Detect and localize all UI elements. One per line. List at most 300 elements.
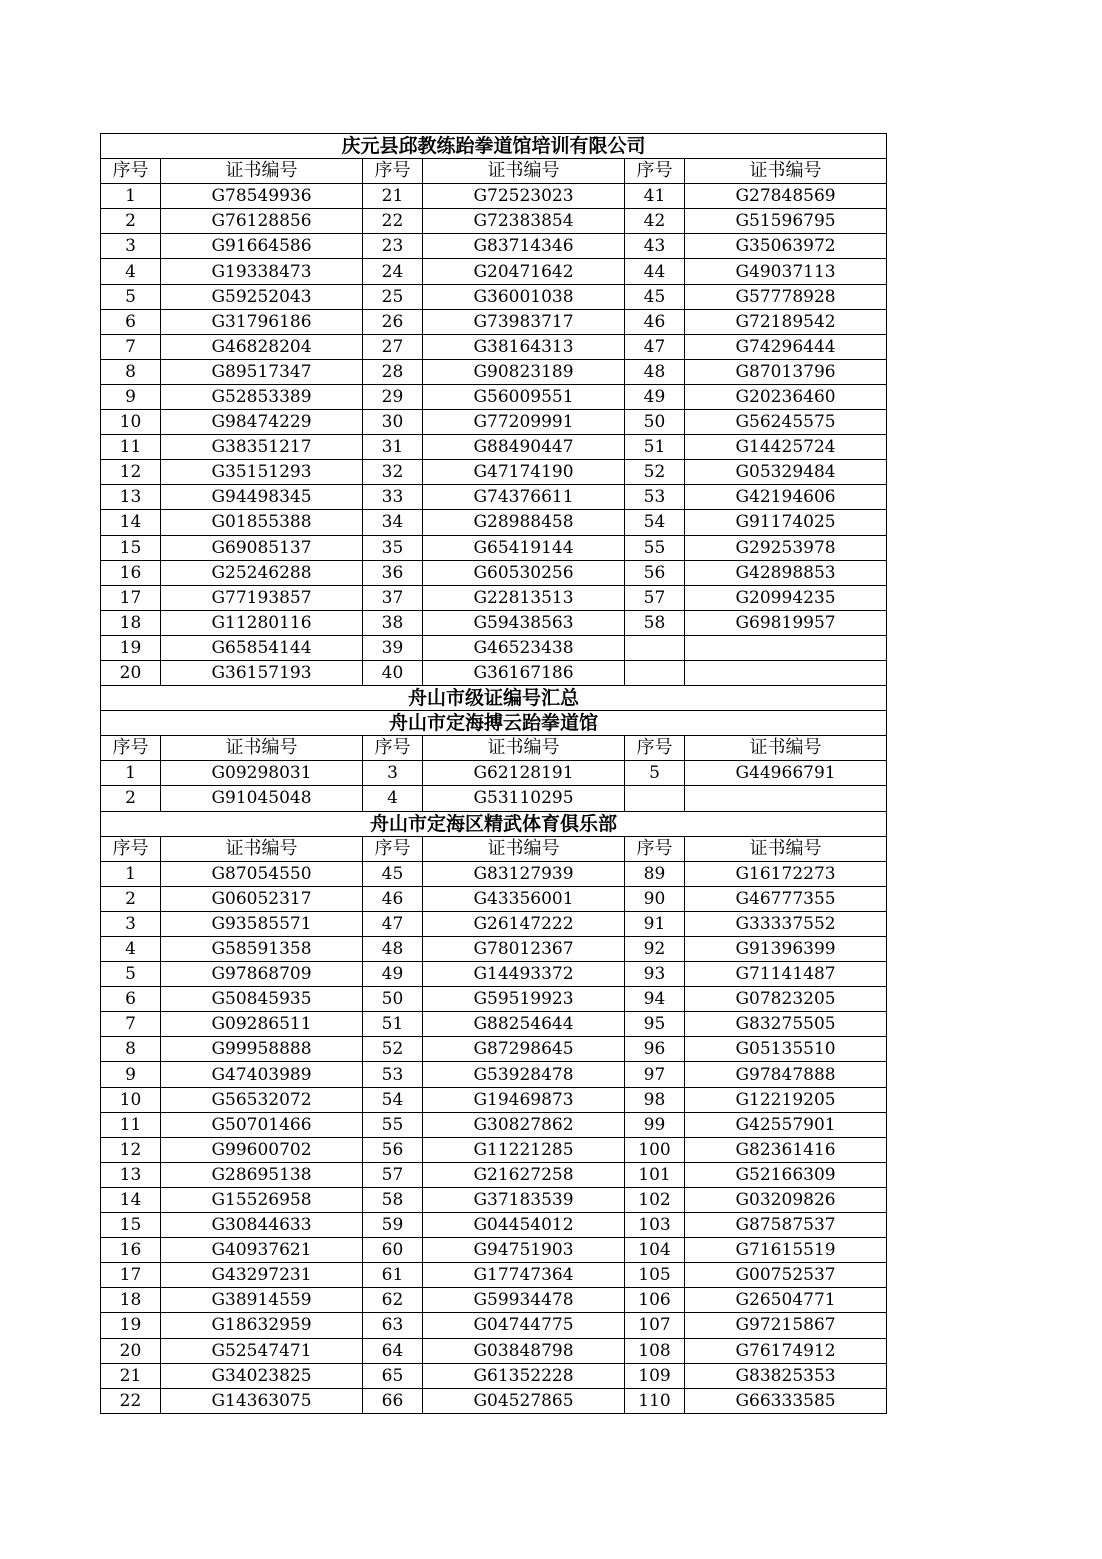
cert-number-cell: G20994235: [685, 585, 887, 610]
seq-cell: 106: [625, 1288, 685, 1313]
seq-cell: 48: [363, 937, 423, 962]
seq-cell: 56: [625, 560, 685, 585]
cert-number-cell: G50701466: [161, 1112, 363, 1137]
cert-number-cell: G93585571: [161, 911, 363, 936]
table-row: [101, 384, 887, 409]
seq-cell: 54: [363, 1087, 423, 1112]
seq-cell: 45: [625, 284, 685, 309]
seq-cell: 4: [363, 786, 423, 811]
cert-number-cell: G72383854: [423, 209, 625, 234]
cert-number-cell: G35063972: [685, 234, 887, 259]
table-row: [101, 460, 887, 485]
table-row: [101, 1037, 887, 1062]
cert-number-cell: G97215867: [685, 1313, 887, 1338]
seq-cell: 7: [101, 334, 161, 359]
cert-number-cell: G28695138: [161, 1162, 363, 1187]
cert-number-cell: G78012367: [423, 937, 625, 962]
cert-number-cell: G69085137: [161, 535, 363, 560]
seq-cell: 103: [625, 1213, 685, 1238]
cert-header: 证书编号: [685, 159, 887, 184]
table-row: [101, 1137, 887, 1162]
seq-cell: 50: [363, 987, 423, 1012]
cert-number-cell: G59252043: [161, 284, 363, 309]
seq-cell: 12: [101, 1137, 161, 1162]
table-row: [101, 786, 887, 811]
section-title: 庆元县邱教练跆拳道馆培训有限公司: [101, 134, 887, 159]
seq-cell: 98: [625, 1087, 685, 1112]
table-row: [101, 585, 887, 610]
section-title-row: [101, 811, 887, 836]
seq-cell: 4: [101, 937, 161, 962]
cert-number-cell: G47174190: [423, 460, 625, 485]
seq-cell: 56: [363, 1137, 423, 1162]
seq-cell: 36: [363, 560, 423, 585]
cert-number-cell: G03209826: [685, 1187, 887, 1212]
seq-cell: 61: [363, 1263, 423, 1288]
seq-cell: 49: [363, 962, 423, 987]
seq-cell: 14: [101, 510, 161, 535]
seq-cell: 57: [363, 1162, 423, 1187]
cert-number-cell: G60530256: [423, 560, 625, 585]
table-row: [101, 234, 887, 259]
seq-cell: 5: [625, 761, 685, 786]
seq-cell: 55: [625, 535, 685, 560]
cert-number-cell: G36167186: [423, 660, 625, 685]
cert-number-cell: G30844633: [161, 1213, 363, 1238]
cert-number-cell: G83825353: [685, 1363, 887, 1388]
cert-number-cell: G71615519: [685, 1238, 887, 1263]
cert-header: 证书编号: [423, 736, 625, 761]
seq-cell: 10: [101, 1087, 161, 1112]
seq-cell: 18: [101, 610, 161, 635]
table-row: [101, 1388, 887, 1413]
seq-header: 序号: [101, 736, 161, 761]
cert-number-cell: G12219205: [685, 1087, 887, 1112]
seq-cell: 8: [101, 359, 161, 384]
cert-number-cell: G05329484: [685, 460, 887, 485]
cert-number-cell: G52853389: [161, 384, 363, 409]
seq-cell: 21: [363, 184, 423, 209]
seq-cell: 100: [625, 1137, 685, 1162]
seq-cell: 42: [625, 209, 685, 234]
table-row: [101, 937, 887, 962]
seq-cell: 105: [625, 1263, 685, 1288]
cert-number-cell: G21627258: [423, 1162, 625, 1187]
cert-number-cell: G46828204: [161, 334, 363, 359]
cert-number-cell: G40937621: [161, 1238, 363, 1263]
cert-number-cell: G43356001: [423, 886, 625, 911]
cert-number-cell: G87298645: [423, 1037, 625, 1062]
table-row: [101, 334, 887, 359]
seq-cell: 11: [101, 435, 161, 460]
cert-number-cell: G34023825: [161, 1363, 363, 1388]
cert-number-cell: G47403989: [161, 1062, 363, 1087]
seq-cell: 39: [363, 635, 423, 660]
cert-number-cell: G37183539: [423, 1187, 625, 1212]
cert-number-cell: G49037113: [685, 259, 887, 284]
cert-number-cell: G66333585: [685, 1388, 887, 1413]
cert-number-cell: G99600702: [161, 1137, 363, 1162]
cert-number-cell: G09298031: [161, 761, 363, 786]
cert-number-cell: G36157193: [161, 660, 363, 685]
cert-number-cell: G44966791: [685, 761, 887, 786]
cert-number-cell: G46777355: [685, 886, 887, 911]
cert-number-cell: G69819957: [685, 610, 887, 635]
seq-cell: 40: [363, 660, 423, 685]
cert-number-cell: G87054550: [161, 861, 363, 886]
seq-cell: 2: [101, 209, 161, 234]
seq-cell: 32: [363, 460, 423, 485]
table-row: [101, 1288, 887, 1313]
seq-cell: 13: [101, 1162, 161, 1187]
table-row: [101, 1112, 887, 1137]
seq-cell: 90: [625, 886, 685, 911]
cert-number-cell: G04454012: [423, 1213, 625, 1238]
seq-cell: 51: [625, 435, 685, 460]
seq-cell: 43: [625, 234, 685, 259]
seq-cell: 30: [363, 410, 423, 435]
table-row: [101, 410, 887, 435]
summary-title-row: [101, 686, 887, 711]
cert-number-cell: G76128856: [161, 209, 363, 234]
table-row: [101, 284, 887, 309]
seq-cell: 17: [101, 1263, 161, 1288]
seq-cell: 34: [363, 510, 423, 535]
seq-cell: 19: [101, 635, 161, 660]
cert-number-cell: G36001038: [423, 284, 625, 309]
cert-number-cell: G16172273: [685, 861, 887, 886]
seq-header: 序号: [363, 159, 423, 184]
seq-cell: 52: [625, 460, 685, 485]
cert-number-cell: G19469873: [423, 1087, 625, 1112]
table-row: [101, 1187, 887, 1212]
table-row: [101, 184, 887, 209]
seq-cell: 3: [363, 761, 423, 786]
cert-number-cell: G88254644: [423, 1012, 625, 1037]
cert-number-cell: G61352228: [423, 1363, 625, 1388]
seq-cell: 9: [101, 384, 161, 409]
seq-cell: 59: [363, 1213, 423, 1238]
cert-number-cell: G38914559: [161, 1288, 363, 1313]
seq-cell: 1: [101, 761, 161, 786]
seq-cell: 2: [101, 886, 161, 911]
cert-number-cell: G82361416: [685, 1137, 887, 1162]
seq-cell: 99: [625, 1112, 685, 1137]
cert-number-cell: G57778928: [685, 284, 887, 309]
table-row: [101, 359, 887, 384]
cert-number-cell: G83275505: [685, 1012, 887, 1037]
seq-header: 序号: [625, 736, 685, 761]
seq-header: 序号: [101, 159, 161, 184]
seq-cell: 101: [625, 1162, 685, 1187]
seq-cell: 66: [363, 1388, 423, 1413]
cert-number-cell: G38351217: [161, 435, 363, 460]
seq-cell: 44: [625, 259, 685, 284]
cert-number-cell: G72523023: [423, 184, 625, 209]
seq-cell: 13: [101, 485, 161, 510]
cert-number-cell: [685, 635, 887, 660]
seq-cell: 24: [363, 259, 423, 284]
seq-cell: 41: [625, 184, 685, 209]
cert-number-cell: G65854144: [161, 635, 363, 660]
cert-number-cell: G62128191: [423, 761, 625, 786]
cert-number-cell: G88490447: [423, 435, 625, 460]
cert-number-cell: G14425724: [685, 435, 887, 460]
cert-number-cell: G14493372: [423, 962, 625, 987]
seq-cell: 12: [101, 460, 161, 485]
seq-cell: 33: [363, 485, 423, 510]
seq-cell: 46: [625, 309, 685, 334]
table-row: [101, 1012, 887, 1037]
table-row: [101, 1162, 887, 1187]
cert-number-cell: G19338473: [161, 259, 363, 284]
seq-cell: 3: [101, 234, 161, 259]
seq-cell: 92: [625, 937, 685, 962]
seq-cell: 51: [363, 1012, 423, 1037]
cert-header: 证书编号: [161, 736, 363, 761]
table-row: [101, 259, 887, 284]
seq-cell: 107: [625, 1313, 685, 1338]
cert-number-cell: [685, 660, 887, 685]
cert-number-cell: G38164313: [423, 334, 625, 359]
cert-number-cell: G17747364: [423, 1263, 625, 1288]
table-row: [101, 635, 887, 660]
cert-number-cell: G94498345: [161, 485, 363, 510]
cert-number-cell: G87587537: [685, 1213, 887, 1238]
cert-number-cell: G52166309: [685, 1162, 887, 1187]
table-row: [101, 761, 887, 786]
seq-cell: 53: [363, 1062, 423, 1087]
seq-cell: 48: [625, 359, 685, 384]
table-row: [101, 1338, 887, 1363]
table-row: [101, 1087, 887, 1112]
cert-number-cell: G43297231: [161, 1263, 363, 1288]
seq-cell: 20: [101, 1338, 161, 1363]
seq-cell: 109: [625, 1363, 685, 1388]
cert-number-cell: G31796186: [161, 309, 363, 334]
table-row: [101, 485, 887, 510]
seq-cell: 58: [363, 1187, 423, 1212]
seq-cell: 5: [101, 284, 161, 309]
cert-number-cell: G30827862: [423, 1112, 625, 1137]
cert-number-cell: G42557901: [685, 1112, 887, 1137]
cert-number-cell: G72189542: [685, 309, 887, 334]
table-row: [101, 1062, 887, 1087]
table-row: [101, 1263, 887, 1288]
seq-cell: 52: [363, 1037, 423, 1062]
cert-header: 证书编号: [161, 836, 363, 861]
cert-number-cell: G91045048: [161, 786, 363, 811]
seq-cell: 96: [625, 1037, 685, 1062]
cert-number-cell: G25246288: [161, 560, 363, 585]
cert-number-cell: G46523438: [423, 635, 625, 660]
cert-number-cell: G59519923: [423, 987, 625, 1012]
seq-cell: 15: [101, 1213, 161, 1238]
cert-number-cell: G11221285: [423, 1137, 625, 1162]
seq-cell: 18: [101, 1288, 161, 1313]
section-title: 舟山市定海区精武体育俱乐部: [101, 811, 887, 836]
seq-cell: 1: [101, 861, 161, 886]
cert-number-cell: G83714346: [423, 234, 625, 259]
seq-cell: 5: [101, 962, 161, 987]
seq-cell: 89: [625, 861, 685, 886]
table-row: [101, 435, 887, 460]
seq-header: 序号: [363, 736, 423, 761]
cert-number-cell: G58591358: [161, 937, 363, 962]
table-row: [101, 209, 887, 234]
cert-number-cell: G28988458: [423, 510, 625, 535]
seq-cell: 27: [363, 334, 423, 359]
cert-number-cell: G97847888: [685, 1062, 887, 1087]
cert-number-cell: G83127939: [423, 861, 625, 886]
table-row: [101, 1313, 887, 1338]
cert-number-cell: G91174025: [685, 510, 887, 535]
section-title-row: [101, 134, 887, 159]
seq-cell: 17: [101, 585, 161, 610]
seq-cell: 47: [625, 334, 685, 359]
cert-number-cell: G77193857: [161, 585, 363, 610]
table-row: [101, 535, 887, 560]
table-row: [101, 861, 887, 886]
seq-cell: 108: [625, 1338, 685, 1363]
seq-cell: 93: [625, 962, 685, 987]
cert-number-cell: G01855388: [161, 510, 363, 535]
cert-number-cell: G65419144: [423, 535, 625, 560]
seq-cell: 47: [363, 911, 423, 936]
cert-number-cell: G42194606: [685, 485, 887, 510]
cert-number-cell: [685, 786, 887, 811]
seq-header: 序号: [101, 836, 161, 861]
cert-number-cell: G11280116: [161, 610, 363, 635]
seq-cell: 2: [101, 786, 161, 811]
table-row: [101, 309, 887, 334]
cert-number-cell: G26504771: [685, 1288, 887, 1313]
seq-cell: 50: [625, 410, 685, 435]
cert-number-cell: G51596795: [685, 209, 887, 234]
cert-header: 证书编号: [423, 836, 625, 861]
seq-cell: 9: [101, 1062, 161, 1087]
seq-cell: 45: [363, 861, 423, 886]
cert-number-cell: G53110295: [423, 786, 625, 811]
cert-number-cell: G07823205: [685, 987, 887, 1012]
seq-cell: 8: [101, 1037, 161, 1062]
table-row: [101, 911, 887, 936]
cert-number-cell: G59934478: [423, 1288, 625, 1313]
cert-number-cell: G73983717: [423, 309, 625, 334]
seq-cell: 102: [625, 1187, 685, 1212]
seq-cell: 29: [363, 384, 423, 409]
cert-number-cell: G59438563: [423, 610, 625, 635]
cert-number-cell: G99958888: [161, 1037, 363, 1062]
cert-number-cell: G06052317: [161, 886, 363, 911]
seq-cell: 23: [363, 234, 423, 259]
seq-cell: 57: [625, 585, 685, 610]
seq-cell: 19: [101, 1313, 161, 1338]
cert-number-cell: G71141487: [685, 962, 887, 987]
cert-number-cell: G26147222: [423, 911, 625, 936]
table-row: [101, 962, 887, 987]
seq-cell: 26: [363, 309, 423, 334]
seq-cell: 16: [101, 1238, 161, 1263]
seq-cell: 22: [363, 209, 423, 234]
cert-number-cell: G94751903: [423, 1238, 625, 1263]
cert-number-cell: G76174912: [685, 1338, 887, 1363]
seq-cell: 58: [625, 610, 685, 635]
header-row: [101, 159, 887, 184]
seq-cell: 20: [101, 660, 161, 685]
cert-number-cell: G98474229: [161, 410, 363, 435]
seq-cell: 28: [363, 359, 423, 384]
seq-cell: 55: [363, 1112, 423, 1137]
cert-number-cell: G87013796: [685, 359, 887, 384]
seq-cell: 38: [363, 610, 423, 635]
seq-cell: 54: [625, 510, 685, 535]
cert-number-cell: G22813513: [423, 585, 625, 610]
seq-cell: 46: [363, 886, 423, 911]
table-row: [101, 1213, 887, 1238]
cert-number-cell: G18632959: [161, 1313, 363, 1338]
seq-cell: 25: [363, 284, 423, 309]
cert-number-cell: G74296444: [685, 334, 887, 359]
cert-number-cell: G04527865: [423, 1388, 625, 1413]
cert-number-cell: G52547471: [161, 1338, 363, 1363]
seq-cell: [625, 635, 685, 660]
seq-cell: 3: [101, 911, 161, 936]
seq-header: 序号: [625, 159, 685, 184]
seq-cell: 91: [625, 911, 685, 936]
cert-number-cell: G29253978: [685, 535, 887, 560]
seq-cell: 60: [363, 1238, 423, 1263]
seq-cell: 4: [101, 259, 161, 284]
cert-number-cell: G42898853: [685, 560, 887, 585]
cert-number-cell: G56532072: [161, 1087, 363, 1112]
seq-cell: 37: [363, 585, 423, 610]
section-title-row: [101, 711, 887, 736]
seq-cell: 65: [363, 1363, 423, 1388]
seq-cell: 21: [101, 1363, 161, 1388]
cert-number-cell: G03848798: [423, 1338, 625, 1363]
seq-cell: 104: [625, 1238, 685, 1263]
certificate-table-body: [101, 134, 887, 1414]
seq-cell: 62: [363, 1288, 423, 1313]
cert-number-cell: G00752537: [685, 1263, 887, 1288]
cert-number-cell: G97868709: [161, 962, 363, 987]
cert-number-cell: G89517347: [161, 359, 363, 384]
seq-header: 序号: [625, 836, 685, 861]
cert-number-cell: G33337552: [685, 911, 887, 936]
seq-cell: 53: [625, 485, 685, 510]
table-row: [101, 510, 887, 535]
seq-cell: 64: [363, 1338, 423, 1363]
table-row: [101, 660, 887, 685]
seq-cell: 6: [101, 987, 161, 1012]
table-row: [101, 1238, 887, 1263]
table-row: [101, 886, 887, 911]
cert-number-cell: G91664586: [161, 234, 363, 259]
seq-cell: 63: [363, 1313, 423, 1338]
seq-cell: 22: [101, 1388, 161, 1413]
seq-cell: [625, 660, 685, 685]
cert-number-cell: G53928478: [423, 1062, 625, 1087]
seq-cell: 110: [625, 1388, 685, 1413]
cert-number-cell: G20471642: [423, 259, 625, 284]
seq-cell: 94: [625, 987, 685, 1012]
seq-cell: 15: [101, 535, 161, 560]
header-row: [101, 736, 887, 761]
cert-header: 证书编号: [423, 159, 625, 184]
seq-cell: [625, 786, 685, 811]
cert-number-cell: G27848569: [685, 184, 887, 209]
